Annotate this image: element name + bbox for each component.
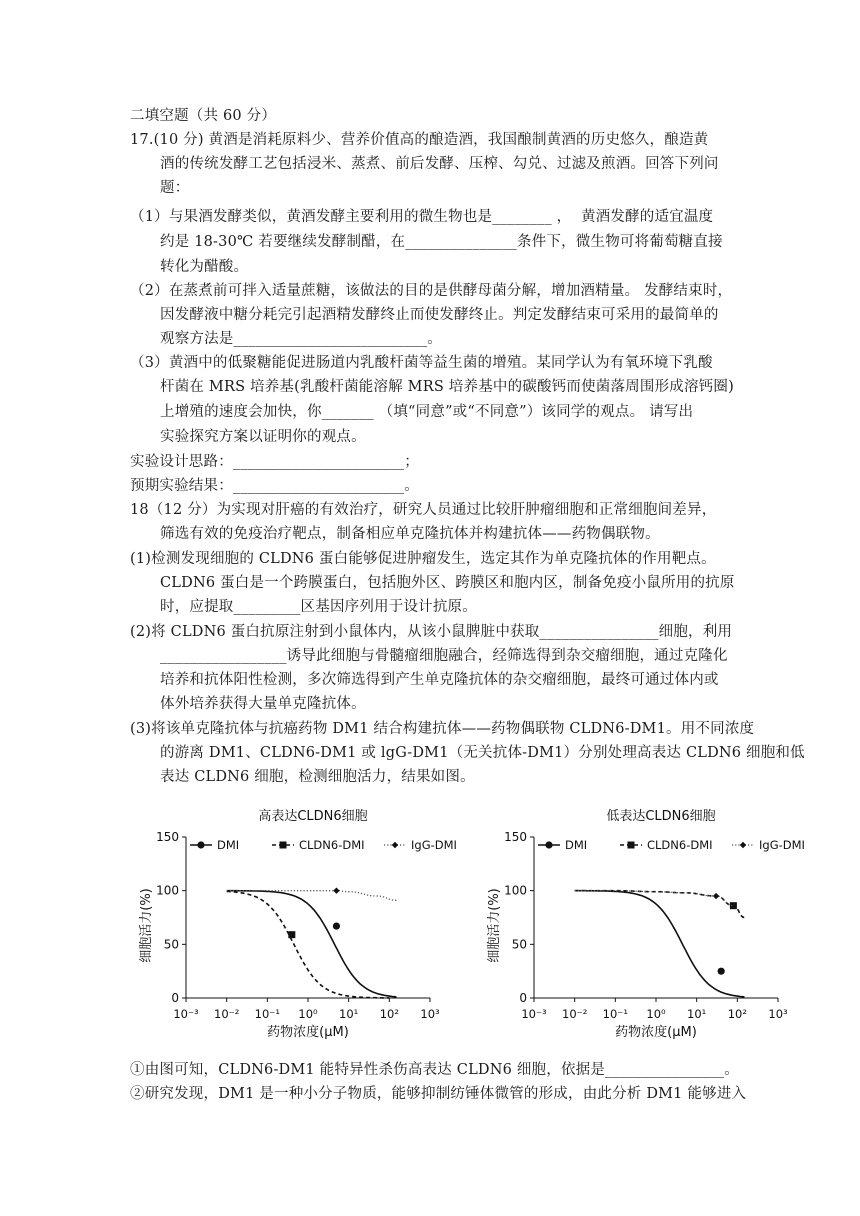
x-axis-label: 药物浓度(μM) <box>615 1025 697 1040</box>
q18-line: 培养和抗体阳性检测，多次筛选得到产生单克隆抗体的杂交瘤细胞，最终可通过体内或 <box>160 672 719 688</box>
series-line <box>575 891 745 918</box>
x-tick-label: 10³ <box>768 1007 788 1021</box>
chart-legend <box>538 838 805 852</box>
q18-line: 筛选有效的免疫治疗靶点，制备相应单克隆抗体并构建抗体——药物偶联物。 <box>160 526 660 542</box>
x-tick-label: 10⁰ <box>298 1007 318 1021</box>
y-tick-label: 100 <box>156 883 179 898</box>
y-tick-label: 0 <box>519 991 527 1005</box>
x-tick-label: 10² <box>727 1007 747 1021</box>
data-point <box>288 931 295 938</box>
q18-line: (3)将该单克隆抗体与抗癌药物 DM1 结合构建抗体——药物偶联物 CLDN6-DM1。用不同浓度 <box>130 721 755 737</box>
legend-marker <box>740 842 746 848</box>
chart-svg <box>478 800 818 1040</box>
x-tick-label: 10⁻³ <box>173 1007 199 1021</box>
x-tick-label: 10⁻¹ <box>254 1007 280 1021</box>
x-axis-label: 药物浓度(μM) <box>267 1025 349 1040</box>
legend-marker <box>280 842 287 849</box>
legend-label: CLDN6-DMI <box>647 838 713 852</box>
q18-subquestion-2: ②研究发现，DM1 是一种小分子物质，能够抑制纺锤体微管的形成，由此分析 DM1 能够进入 <box>130 1086 747 1102</box>
legend-label: IgG-DMI <box>411 838 457 852</box>
data-point <box>718 968 725 975</box>
y-tick-label: 50 <box>511 937 527 952</box>
series-igg-dmi <box>227 887 397 900</box>
legend-marker <box>545 841 552 848</box>
x-tick-label: 10⁻² <box>562 1007 588 1021</box>
chart-low-cldn6 <box>478 800 818 1040</box>
q18-line: _________________诱导此细胞与骨髓瘤细胞融合，经筛选得到杂交瘤细胞，通过克隆化 <box>160 648 728 664</box>
x-tick-label: 10⁻² <box>214 1007 240 1021</box>
y-tick-label: 0 <box>171 991 179 1005</box>
q17-line: 上增殖的速度会加快，你_______ （填“同意”或“不同意”）该同学的观点。 请写出 <box>160 404 694 420</box>
q17-line: 实验设计思路：_______________________； <box>130 454 419 470</box>
data-point <box>713 893 719 899</box>
q18-line: 表达 CLDN6 细胞，检测细胞活力，结果如图。 <box>160 769 475 785</box>
legend-marker <box>628 842 635 849</box>
q18-line: (2)将 CLDN6 蛋白抗原注射到小鼠体内，从该小鼠脾脏中获取________________细胞，利用 <box>130 624 733 640</box>
x-tick-label: 10² <box>379 1007 399 1021</box>
q18-line: 的游离 DM1、CLDN6-DM1 或 lgG-DM1（无关抗体-DM1）分别处理高表达 CLDN6 细胞和低 <box>160 745 805 761</box>
x-tick-label: 10⁰ <box>646 1007 666 1021</box>
legend-marker <box>392 842 398 848</box>
data-point <box>333 922 340 929</box>
q17-line: 实验探究方案以证明你的观点。 <box>160 429 366 445</box>
q18-line: CLDN6 蛋白是一个跨膜蛋白，包括胞外区、跨膜区和胞内区，制备免疫小鼠所用的抗原 <box>160 575 735 591</box>
q18-line: 时，应提取_________区基因序列用于设计抗原。 <box>160 599 477 615</box>
series-line <box>227 891 397 997</box>
series-line <box>227 891 397 901</box>
y-axis-label: 细胞活力(%) <box>139 888 154 963</box>
chart-svg <box>130 800 470 1040</box>
y-axis-label: 细胞活力(%) <box>487 888 502 963</box>
q17-line: （2）在蒸煮前可拌入适量蔗糖，该做法的目的是供酵母菌分解，增加酒精量。 发酵结束时， <box>130 283 733 299</box>
x-tick-label: 10¹ <box>687 1007 707 1021</box>
series-dmi <box>227 891 397 997</box>
q18-line: 18（12 分）为实现对肝癌的有效治疗，研究人员通过比较肝肿瘤细胞和正常细胞间差异， <box>130 502 717 518</box>
x-tick-label: 10⁻¹ <box>602 1007 628 1021</box>
q17-line: 观察方法是__________________________。 <box>160 331 442 347</box>
y-tick-label: 150 <box>156 830 179 844</box>
series-line <box>575 891 745 997</box>
data-point <box>333 887 339 893</box>
q18-line: (1)检测发现细胞的 CLDN6 蛋白能够促进肿瘤发生，选定其作为单克隆抗体的作用靶点。 <box>130 551 716 567</box>
chart-legend <box>190 838 457 852</box>
data-point <box>730 902 737 909</box>
legend-marker <box>197 841 204 848</box>
q18-subquestion-1: ①由图可知，CLDN6-DM1 能特异性杀伤高表达 CLDN6 细胞，依据是________________。 <box>130 1062 739 1078</box>
q17-line: 酒的传统发酵工艺包括浸米、蒸煮、前后发酵、压榨、勾兑、过滤及煎酒。回答下列问 <box>160 156 719 172</box>
q17-line: 因发酵液中糖分耗完引起酒精发酵终止而使发酵终止。判定发酵结束可采用的最简单的 <box>160 307 719 323</box>
chart-title: 高表达CLDN6细胞 <box>258 809 368 824</box>
y-tick-label: 150 <box>504 830 527 844</box>
legend-label: CLDN6-DMI <box>299 838 365 852</box>
q17-line: 约是 18-30℃ 若要继续发酵制醋，在_______________条件下，微生物可将葡萄糖直接 <box>160 234 723 250</box>
y-tick-label: 100 <box>504 883 527 898</box>
q18-line: 体外培养获得大量单克隆抗体。 <box>160 696 366 712</box>
chart-title: 低表达CLDN6细胞 <box>606 809 716 824</box>
legend-label: DMI <box>565 838 588 852</box>
q17-line: （3）黄酒中的低聚糖能促进肠道内乳酸杆菌等益生菌的增殖。某同学认为有氧环境下乳酸 <box>130 355 713 371</box>
q17-line: 预期实验结果：_______________________。 <box>130 478 419 494</box>
series-cldn6-dmi <box>575 891 745 918</box>
series-cldn6-dmi <box>227 891 390 998</box>
x-tick-label: 10¹ <box>339 1007 359 1021</box>
y-tick-label: 50 <box>163 937 179 952</box>
legend-label: DMI <box>217 838 240 852</box>
q17-line: 转化为醋酸。 <box>160 259 249 275</box>
series-dmi <box>575 891 745 997</box>
q17-line: 杆菌在 MRS 培养基(乳酸杆菌能溶解 MRS 培养基中的碳酸钙而使菌落周围形成溶钙圈) <box>160 379 734 395</box>
chart-high-cldn6 <box>130 800 470 1040</box>
series-line <box>227 891 390 998</box>
section-title: 二填空题（共 60 分） <box>130 108 277 124</box>
x-tick-label: 10³ <box>420 1007 440 1021</box>
legend-label: IgG-DMI <box>759 838 805 852</box>
q17-line: 题： <box>160 180 190 196</box>
x-tick-label: 10⁻³ <box>521 1007 547 1021</box>
q17-line: 17.(10 分) 黄酒是消耗原料少、营养价值高的酿造酒，我国酿制黄酒的历史悠久，酿造黄 <box>130 132 709 148</box>
q17-line: （1）与果酒发酵类似，黄酒发酵主要利用的微生物也是________ ， 黄酒发酵的适宜温度 <box>130 209 714 225</box>
